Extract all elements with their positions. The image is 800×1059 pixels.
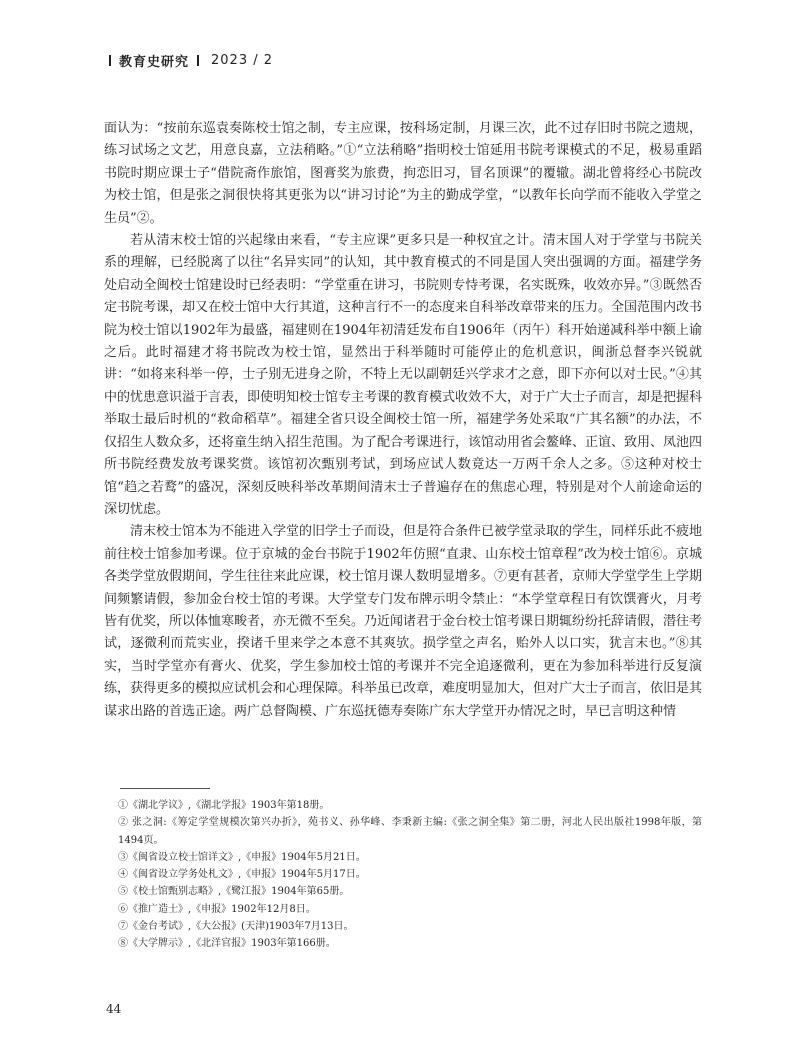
footnote: ⑦《金台考试》,《大公报》(天津)1903年7月13日。 [118,921,354,933]
footnote: ⑤《校士馆甄别志略》,《鹭江报》1904年第65册。 [118,886,350,898]
header-bar-right [197,55,199,66]
footnote: ⑧《大学牌示》,《北洋官报》1903年第166册。 [118,938,336,950]
footnote: ④《闽省设立学务处札文》,《申报》1904年5月17日。 [118,869,366,881]
paragraph: 清末校士馆本为不能进入学堂的旧学士子而设，但是符合条件已被学堂录取的学生，同样乐此不疲地前往校士馆参加考课。位于京城的金台书院于1902年仿照“直隶、山东校士馆章程”改为校士馆⑥。京城各类学堂放假期间，学生往往来此应课，校士馆月课人数明显增多。⑦更有甚者，京师大学堂学生上学期间频繁请假，参加金台校士馆的考课。大学堂专门发布牌示明令禁止：“本学堂章程日有饮馔膏火，月考皆有优奖，所以体恤寒畯者，亦无微不至矣。乃近闻诸君于金台校士馆考课日期辄纷纷托辞请假，潜往考试，逐微利而荒实业，揆诸千里来学之本意不其爽欤。损学堂之声名，贻外人以口实，犹言末也。”⑧其实，当时学堂亦有膏火、优奖，学生参加校士馆的考课并不完全追逐微利，更在为参加科举进行反复演练，获得更多的模拟应试机会和心理保障。科举虽已改章，难度明显加大，但对广大士子而言，依旧是其谋求出路的首选正途。两广总督陶模、广东巡抚德寿奏陈广东大学堂开办情况之时，早已言明这种情 [104,524,703,719]
paragraph: 面认为：“按前东巡袁奏陈校士馆之制，专主应课，按科场定制，月课三次，此不过存旧时书院之遗规，练习试场之文艺，用意良嘉，立法稍略。”①“立法稍略”指明校士馆延用书院考课模式的不足，极易重蹈书院时期应课士子“借院斋作旅馆，图膏奖为旅费，拘恋旧习，冒名顶课”的覆辙。湖北曾将经心书院改为校士馆，但是张之洞很快将其更张为以“讲习讨论”为主的勤成学堂，“以教年长向学而不能收入学堂之生员”②。 [104,121,702,226]
issue-number: 2023 / 2 [211,53,274,68]
header-bar-left [109,55,111,66]
footnote: ①《湖北学议》,《湖北学报》1903年第18册。 [118,800,330,811]
page-number: 44 [106,1002,122,1016]
footnotes [118,797,702,953]
footnote: ② 张之洞:《筹定学堂规模次第兴办折》，苑书义、孙华峰、李秉新主编:《张之洞全集》第二册，河北人民出版社1998年版，第1494页。 [118,817,702,846]
journal-title: 教育史研究 [119,55,190,70]
paragraph: 若从清末校士馆的兴起缘由来看，“专主应课”更多只是一种权宜之计。清末国人对于学堂与书院关系的理解，已经脱离了以往“名异实同”的认知，其中教育模式的不同是国人突出强调的方面。福建学务处启动全闽校士馆建设时已经表明：“学堂重在讲习，书院则专恃考课，名实既殊，收效亦异。”③既然否定书院考课，却又在校士馆中大行其道，这种言行不一的态度来自科举改章带来的压力。全国范围内改书院为校士馆以1902年为最盛，福建则在1904年初清廷发布自1906年（丙午）科开始递减科举中额上谕之后。此时福建才将书院改为校士馆，显然出于科举随时可能停止的危机意识，闽浙总督李兴锐就讲：“如将来科举一停，士子别无进身之阶，不特上无以副朝廷兴学求才之意，即下亦何以对士民。”④其中的忧患意识溢于言表，即使明知校士馆专主考课的教育模式收效不大，对于广大士子而言，却是把握科举取士最后时机的“救命稻草”。福建全省只设全闽校士馆一所，福建学务处采取“广其名额”的办法，不仅招生人数众多，还将童生纳入招生范围。为了配合考课进行，该馆动用省会鳌峰、正谊、致用、凤池四所书院经费发放考课奖赏。该馆初次甄别考试，到场应试人数竟达一万两千余人之多。⑤这种对校士馆“趋之若鹜”的盛况，深刻反映科举改革期间清末士子普遍存在的焦虑心理，特别是对个人前途命运的深切忧虑。 [104,233,703,517]
footnote: ③《闽省设立校士馆详文》,《申报》1904年5月21日。 [118,851,366,863]
body-text [104,118,702,723]
running-head [109,51,273,70]
footnote-divider [120,788,210,789]
footnote: ⑥《推广造士》,《申报》1902年12月8日。 [118,903,316,915]
